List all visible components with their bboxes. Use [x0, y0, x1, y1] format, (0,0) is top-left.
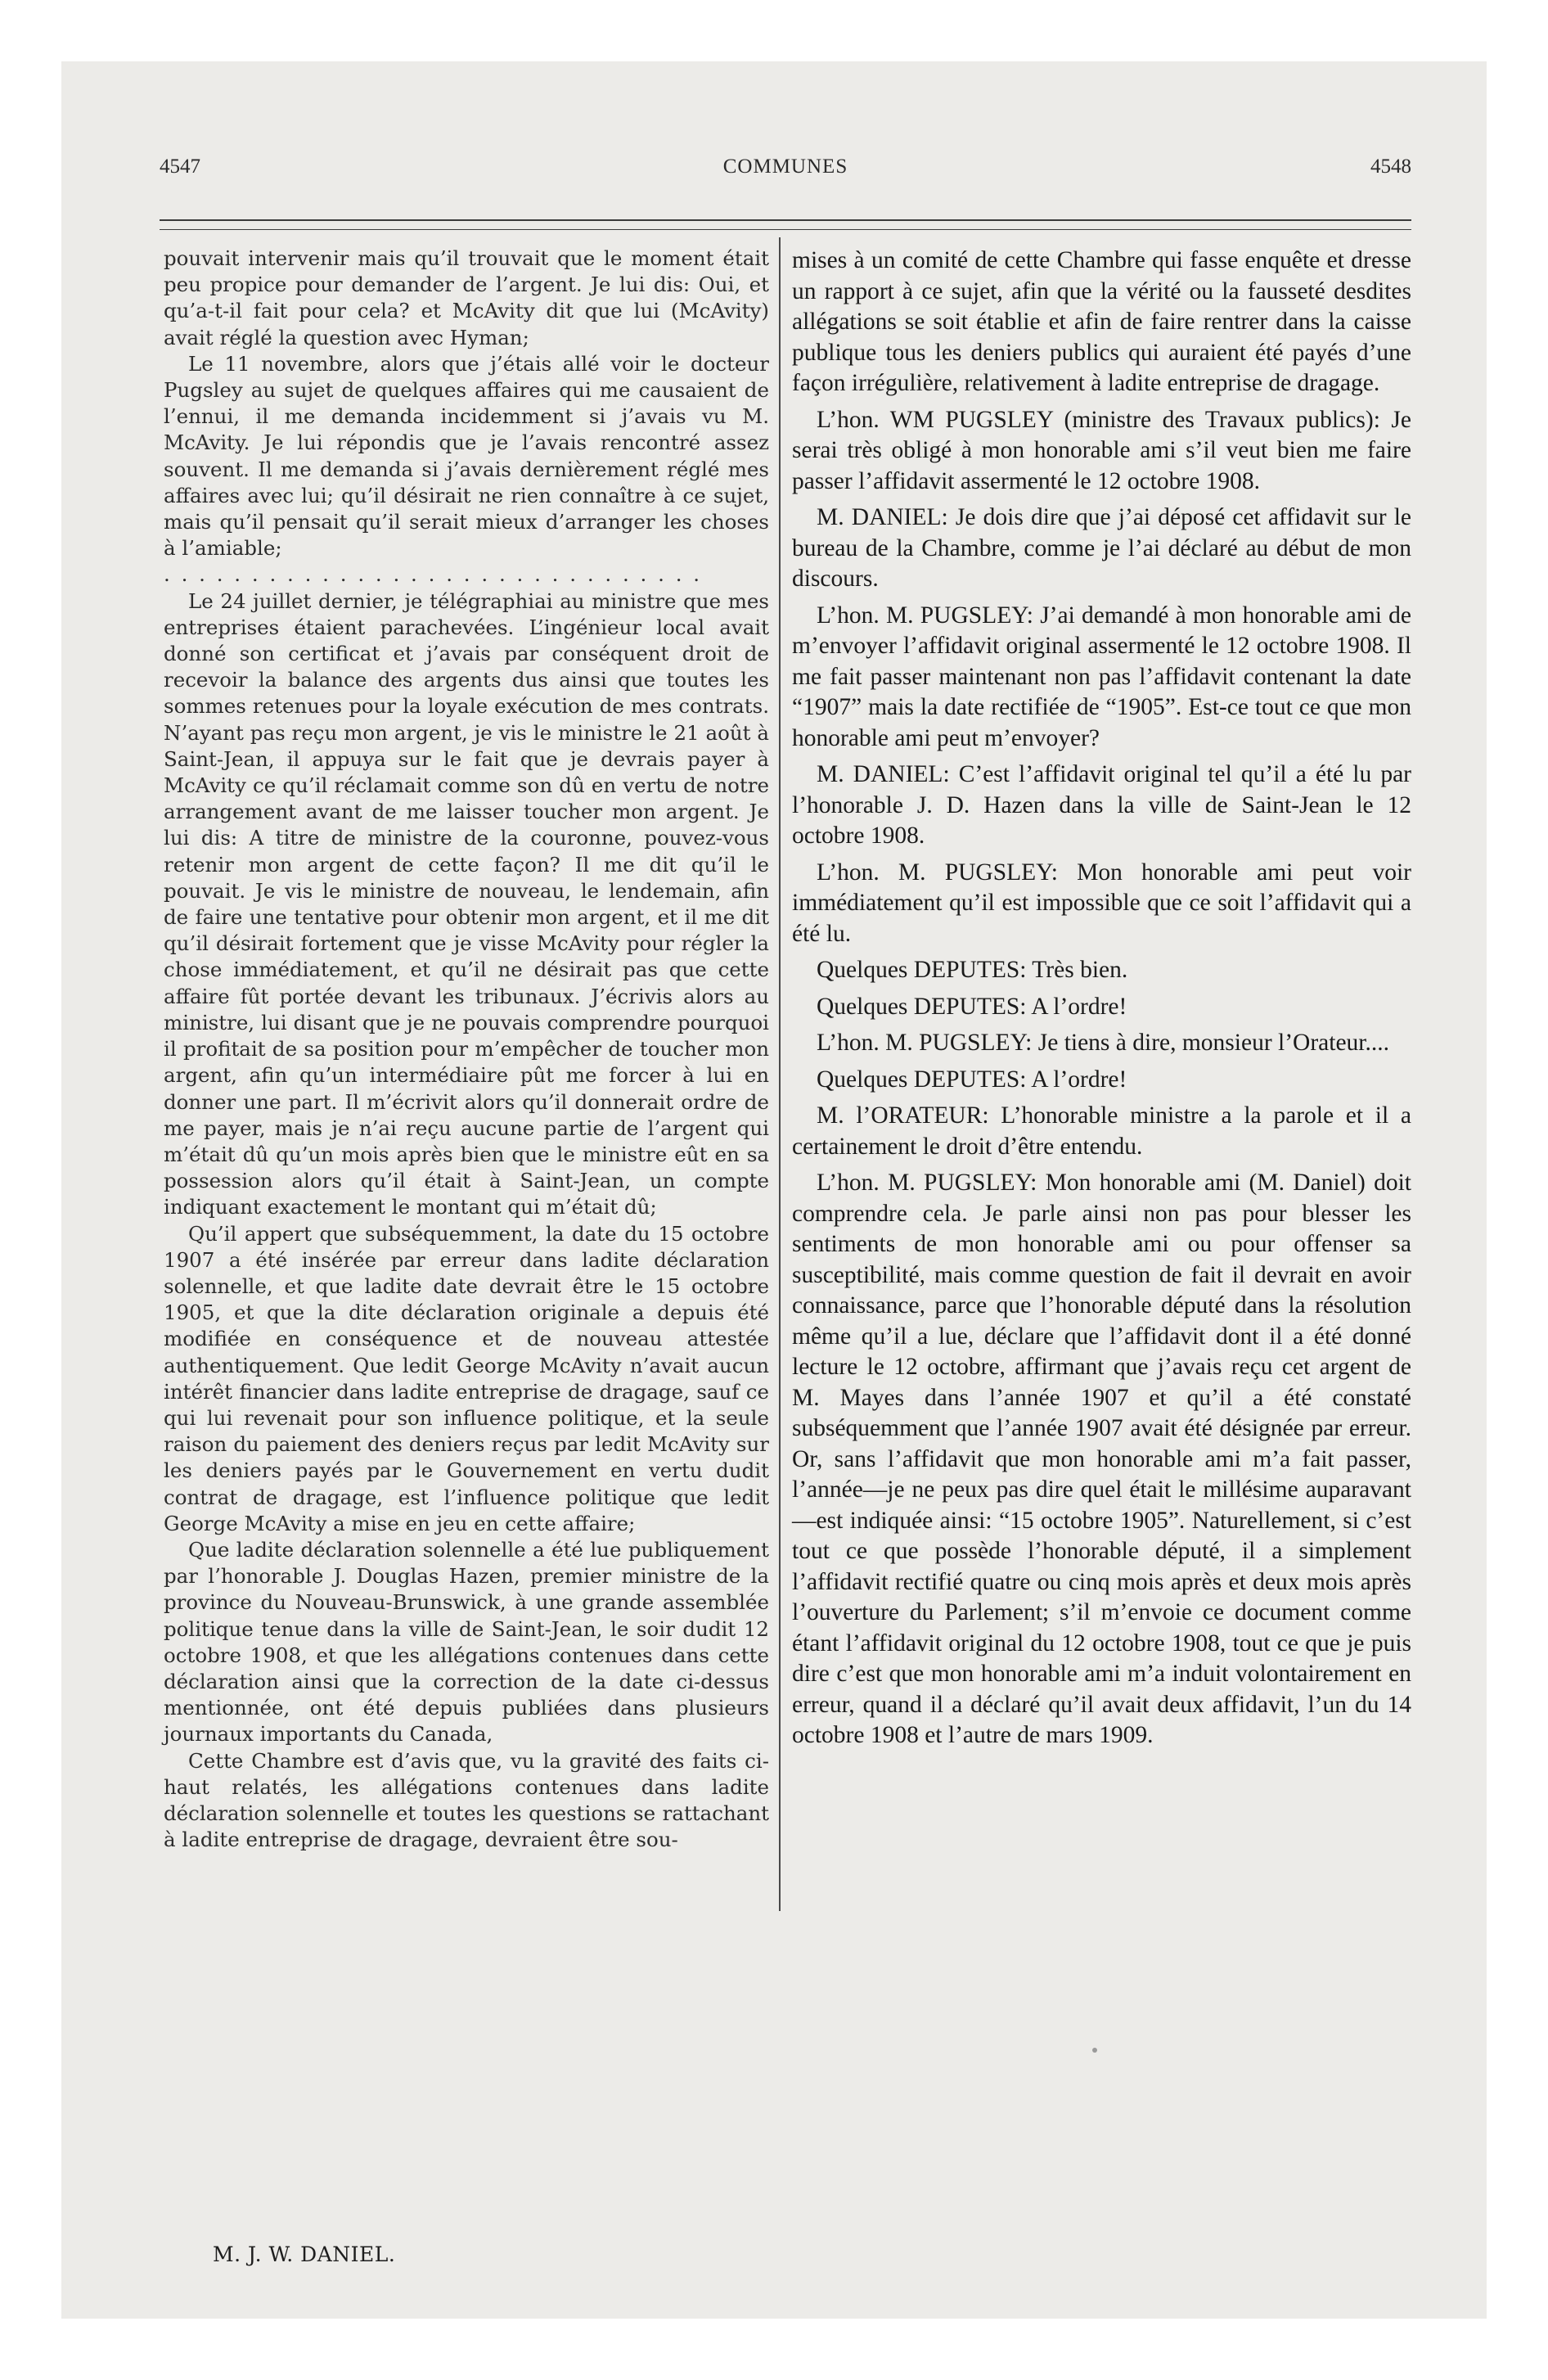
- paragraph: Que ladite déclaration solennelle a été lue publiquement par l’honorable J. Douglas Hazen, premier ministre de la province du Nouveau-Brunswick, à une grande assemblée politique tenue dans la ville de Saint-Jean, le soir dudit 12 octobre 1908, et que les allégations contenues dans cette déclaration ainsi que la correction de la date ci-dessus mentionnée, ont été depuis publiées dans plusieurs journaux importants du Canada,: [164, 1537, 769, 1747]
- paragraph: Qu’il appert que subséquemment, la date du 15 octobre 1907 a été insérée par erreur dans ladite déclaration solennelle, et que ladite date devrait être le 15 octobre 1905, et que la dite déclaration originale a depuis été modifiée en conséquence et de nouveau attestée authentiquement. Que ledit George McAvity n’avait aucun intérêt financier dans ladite entreprise de dragage, sauf ce qui lui revenait pour son influence politique, et la seule raison du paiement des deniers reçus par ledit McAvity sur les deniers payés par le Gouvernement en vertu dudit contrat de dragage, est l’influence politique que ledit George McAvity a mise en jeu en cette affaire;: [164, 1221, 769, 1535]
- page-title: COMMUNES: [722, 156, 848, 178]
- paragraph: Le 11 novembre, alors que j’étais allé voir le docteur Pugsley au sujet de quelques affaires qui me causaient de l’ennui, il me demanda incidemment si j’avais vu M. McAvity. Je lui répondis que je l’avais rencontré assez souvent. Il me demanda si j’avais dernièrement réglé mes affaires avec lui; qu’il désirait ne rien connaître à ce sujet, mais qu’il pensait qu’il serait mieux d’arranger les choses à l’amiable;: [164, 351, 769, 561]
- paragraph: L’hon. M. PUGSLEY: Je tiens à dire, monsieur l’Orateur....: [817, 1030, 1390, 1056]
- paragraph: L’hon. M. PUGSLEY: Mon honorable ami (M. Daniel) doit comprendre cela. Je parle ainsi non pas pour blesser les sentiments de mon honorable ami ou pour offenser sa susceptibilité, mais comme question de fait il devrait en avoir connaissance, parce que l’honorable député dans la résolution même qu’il a lue, déclare que l’affidavit dont il a été donné lecture le 12 octobre, affirmant que j’avais reçu cet argent de M. Mayes dans l’année 1907 et qu’il a été constaté subséquemment que l’année 1907 avait été désignée par erreur. Or, sans l’affidavit que mon honorable ami m’a fait passer, l’année—je ne peux pas dire quel était le millésime auparavant—est indiquée ainsi: “15 octobre 1905”. Naturellement, si c’est tout ce que possède l’honorable député, il a simplement l’affidavit rectifié quatre ou cinq mois après et deux mois après l’ouverture du Parlement; s’il m’envoie ce document comme étant l’affidavit original du 12 octobre 1908, tout ce que je puis dire c’est que mon honorable ami m’a induit volontairement en erreur, quand il a déclaré qu’il avait deux affidavit, l’un du 14 octobre 1908 et l’autre de mars 1909.: [792, 1170, 1411, 1748]
- header-rule-thin: [160, 229, 1411, 230]
- right-column: [792, 246, 1411, 1757]
- left-column: [164, 246, 769, 1853]
- page-number-left: 4547: [160, 156, 200, 178]
- column-divider: [779, 237, 781, 1911]
- paragraph: M. DANIEL: Je dois dire que j’ai déposé cet affidavit sur le bureau de la Chambre, comme je l’ai déclaré au début de mon discours.: [792, 504, 1411, 592]
- paragraph: Quelques DEPUTES: Très bien.: [817, 957, 1128, 983]
- paragraph: Quelques DEPUTES: A l’ordre!: [817, 993, 1127, 1020]
- paragraph: L’hon. M. PUGSLEY: Mon honorable ami peut voir immédiatement qu’il est impossible que ce soit l’affidavit qui a été lu.: [792, 859, 1411, 947]
- ink-speck: [1092, 2048, 1097, 2053]
- paragraph: M. DANIEL: C’est l’affidavit original tel qu’il a été lu par l’honorable J. D. Hazen dans la ville de Saint-Jean le 12 octobre 1908.: [792, 761, 1411, 849]
- paragraph: L’hon. WM PUGSLEY (ministre des Travaux publics): Je serai très obligé à mon honorable ami s’il veut bien me faire passer l’affidavit assermenté le 12 octobre 1908.: [792, 406, 1411, 494]
- paragraph: M. l’ORATEUR: L’honorable ministre a la parole et il a certainement le droit d’être entendu.: [792, 1102, 1411, 1160]
- page-header: [160, 156, 1411, 188]
- paragraph: pouvait intervenir mais qu’il trouvait que le moment était peu propice pour demander de l’argent. Je lui dis: Oui, et qu’a-t-il fait pour cela? et McAvity dit que lui (McAvity) avait réglé la question avec Hyman;: [164, 246, 769, 349]
- ellipsis-separator: . . . . . . . . . . . . . . . . . . . . . . . . . . . . . . .: [164, 562, 703, 587]
- signature: M. J. W. DANIEL.: [213, 2243, 396, 2266]
- header-rule: [160, 219, 1411, 221]
- paragraph: L’hon. M. PUGSLEY: J’ai demandé à mon honorable ami de m’envoyer l’affidavit original assermenté le 12 octobre 1908. Il me fait passer maintenant non pas l’affidavit contenant la date “1907” mais la date rectifiée de “1905”. Est-ce tout ce que mon honorable ami peut m’envoyer?: [792, 602, 1411, 751]
- paragraph: Cette Chambre est d’avis que, vu la gravité des faits ci-haut relatés, les allégations contenues dans ladite déclaration solennelle et toutes les questions se rattachant à ladite entreprise de dragage, devraient être sou-: [164, 1748, 769, 1852]
- page-number-right: 4548: [1370, 156, 1411, 178]
- paragraph: mises à un comité de cette Chambre qui fasse enquête et dresse un rapport à ce sujet, afin que la vérité ou la fausseté desdites allégations se soit établie et afin de faire rentrer dans la caisse publique tous les deniers publics qui auraient été payés d’une façon irrégulière, relativement à ladite entreprise de dragage.: [792, 247, 1411, 396]
- paragraph: Quelques DEPUTES: A l’ordre!: [817, 1066, 1127, 1093]
- paragraph: Le 24 juillet dernier, je télégraphiai au ministre que mes entreprises étaient parachevées. L’ingénieur local avait donné son certificat et j’avais par conséquent droit de recevoir la balance des argents dus ainsi que toutes les sommes retenues pour la loyale exécution de mes contrats. N’ayant pas reçu mon argent, je vis le ministre le 21 août à Saint-Jean, il appuya sur le fait que je devrais payer à McAvity ce qu’il réclamait comme son dû en vertu de notre arrangement avant de me laisser toucher mon argent. Je lui dis: A titre de ministre de la couronne, pouvez-vous retenir mon argent de cette façon? Il me dit qu’il le pouvait. Je vis le ministre de nouveau, le lendemain, afin de faire une tentative pour obtenir mon argent, et il me dit qu’il désirait fortement que je visse McAvity pour régler la chose immédiatement, et qu’il ne désirait pas que cette affaire fût portée devant les tribunaux. J’écrivis alors au ministre, lui disant que je ne pouvais comprendre pourquoi il profitait de sa position pour m’empêcher de toucher mon argent, afin qu’un intermédiaire pût me forcer à lui en donner une part. Il m’écrivit alors qu’il donnerait ordre de me payer, mais je n’ai reçu aucune partie de l’argent qui m’était dû qu’un mois après bien que le ministre eût en sa possession alors qu’il était à Saint-Jean, un compte indiquant exactement le montant qui m’était dû;: [164, 588, 769, 1219]
